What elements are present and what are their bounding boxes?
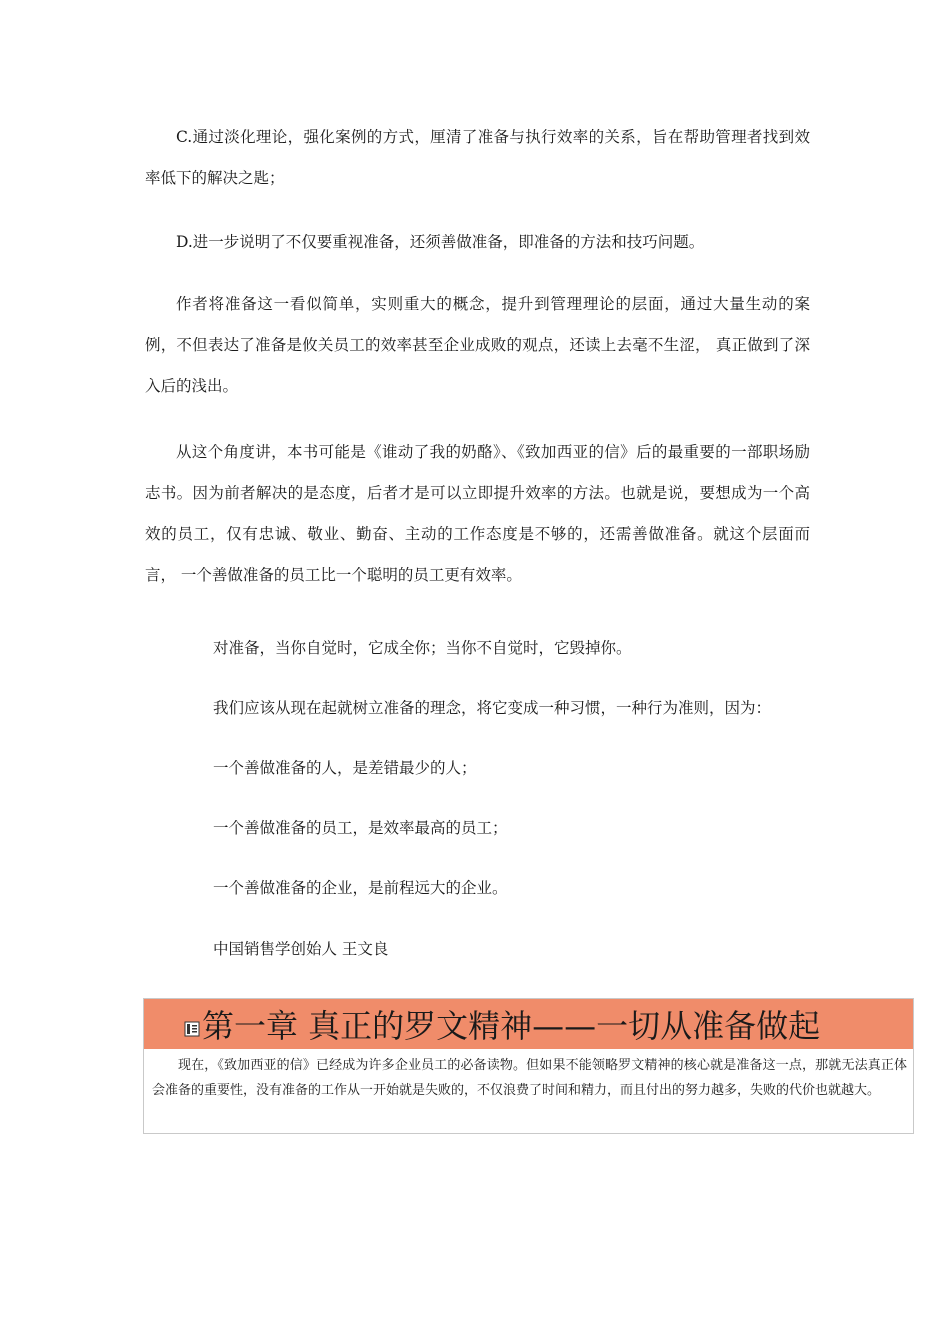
chapter-section	[143, 998, 914, 1134]
document-icon	[184, 1021, 200, 1037]
paragraph-employee: 一个善做准备的员工，是效率最高的员工；	[213, 819, 508, 837]
chapter-title: 第一章 真正的罗文精神——一切从准备做起	[202, 1007, 821, 1045]
paragraph-perspective: 从这个角度讲，本书可能是《谁动了我的奶酪》、《致加西亚的信》后的最重要的一部职场励志书。因为前者解决的是态度，后者才是可以立即提升效率的方法。也就是说，要想成为一个高效的员工，仅有忠诚、敬业、勤奋、主动的工作态度是不够的，还需善做准备。就这个层面而言， 一个善做准备的员工比一个聪明的员工更有效率。	[145, 443, 810, 584]
paragraph-habit: 我们应该从现在起就树立准备的理念，将它变成一种习惯，一种行为准则，因为：	[213, 699, 772, 717]
chapter-intro: 现在，《致加西亚的信》已经成为许多企业员工的必备读物。但如果不能领略罗文精神的核心就是准备这一点，那就无法真正体会准备的重要性，没有准备的工作从一开始就是失败的，不仅浪费了时间和精力，而且付出的努力越多，失败的代价也就越大。	[152, 1058, 907, 1098]
paragraph-d: D.进一步说明了不仅要重视准备，还须善做准备，即准备的方法和技巧问题。	[176, 233, 705, 251]
paragraph-c: C.通过淡化理论，强化案例的方式，厘清了准备与执行效率的关系，旨在帮助管理者找到效率低下的解决之匙；	[145, 128, 810, 187]
paragraph-preparation-quote: 对准备，当你自觉时，它成全你；当你不自觉时，它毁掉你。	[213, 639, 632, 657]
paragraph-author-summary: 作者将准备这一看似简单，实则重大的概念，提升到管理理论的层面，通过大量生动的案例，不但表达了准备是攸关员工的效率甚至企业成败的观点，还读上去毫不生涩， 真正做到了深入后的浅出。	[145, 295, 810, 395]
signature-line: 中国销售学创始人 王文良	[213, 940, 389, 958]
paragraph-person: 一个善做准备的人，是差错最少的人；	[213, 759, 477, 777]
paragraph-enterprise: 一个善做准备的企业，是前程远大的企业。	[213, 879, 508, 897]
chapter-header	[144, 999, 913, 1049]
